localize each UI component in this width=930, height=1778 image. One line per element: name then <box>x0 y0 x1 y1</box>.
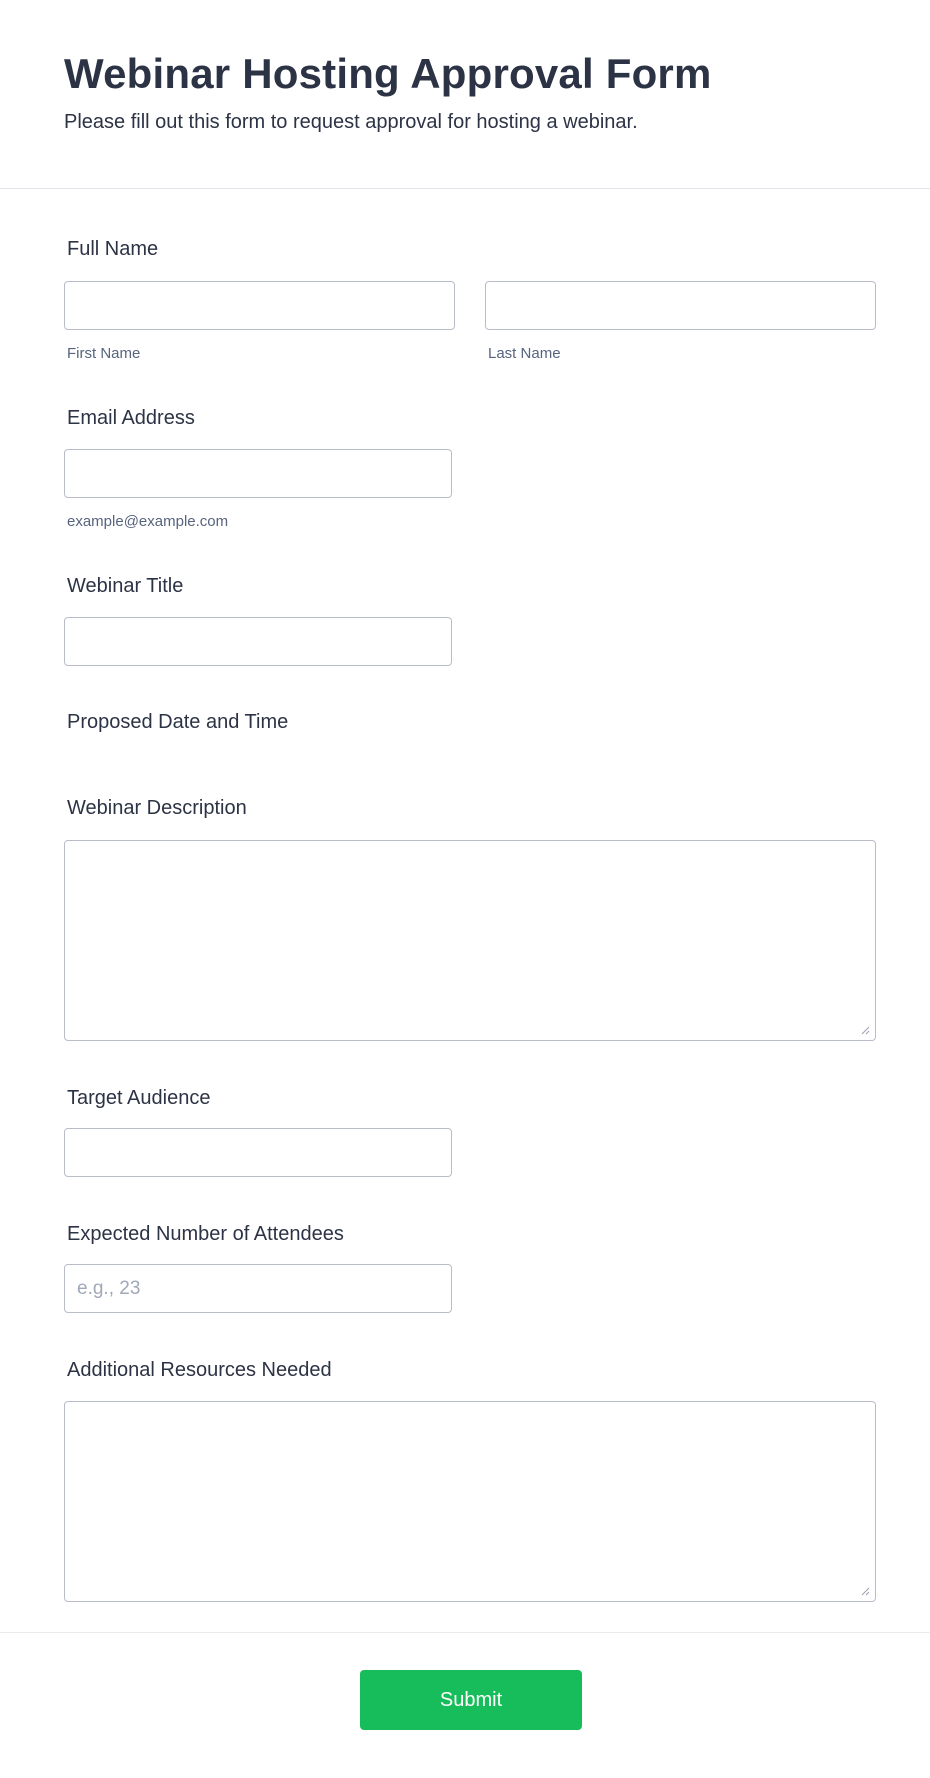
webinar-description-textarea[interactable] <box>64 840 876 1041</box>
email-label: Email Address <box>67 407 195 429</box>
form-title: Webinar Hosting Approval Form <box>64 50 712 97</box>
webinar-title-input[interactable] <box>64 617 452 666</box>
email-sublabel: example@example.com <box>67 513 229 530</box>
proposed-date-time-label: Proposed Date and Time <box>67 711 289 733</box>
last-name-sublabel: Last Name <box>488 345 561 362</box>
expected-attendees-input[interactable] <box>64 1264 452 1313</box>
footer-divider <box>0 1632 930 1633</box>
webinar-description-label: Webinar Description <box>67 797 247 819</box>
last-name-input[interactable] <box>485 281 876 330</box>
target-audience-input[interactable] <box>64 1128 452 1177</box>
additional-resources-label: Additional Resources Needed <box>67 1359 332 1381</box>
webinar-title-label: Webinar Title <box>67 575 184 597</box>
email-input[interactable] <box>64 449 452 498</box>
full-name-label: Full Name <box>67 238 159 260</box>
first-name-input[interactable] <box>64 281 455 330</box>
form-subtitle: Please fill out this form to request approval for hosting a webinar. <box>64 111 638 133</box>
resize-grip-icon[interactable] <box>860 1586 870 1596</box>
first-name-sublabel: First Name <box>67 345 141 362</box>
additional-resources-textarea[interactable] <box>64 1401 876 1602</box>
target-audience-label: Target Audience <box>67 1087 211 1109</box>
submit-button[interactable]: Submit <box>360 1670 582 1730</box>
form-header <box>0 0 930 189</box>
resize-grip-icon[interactable] <box>860 1025 870 1035</box>
expected-attendees-label: Expected Number of Attendees <box>67 1223 344 1245</box>
